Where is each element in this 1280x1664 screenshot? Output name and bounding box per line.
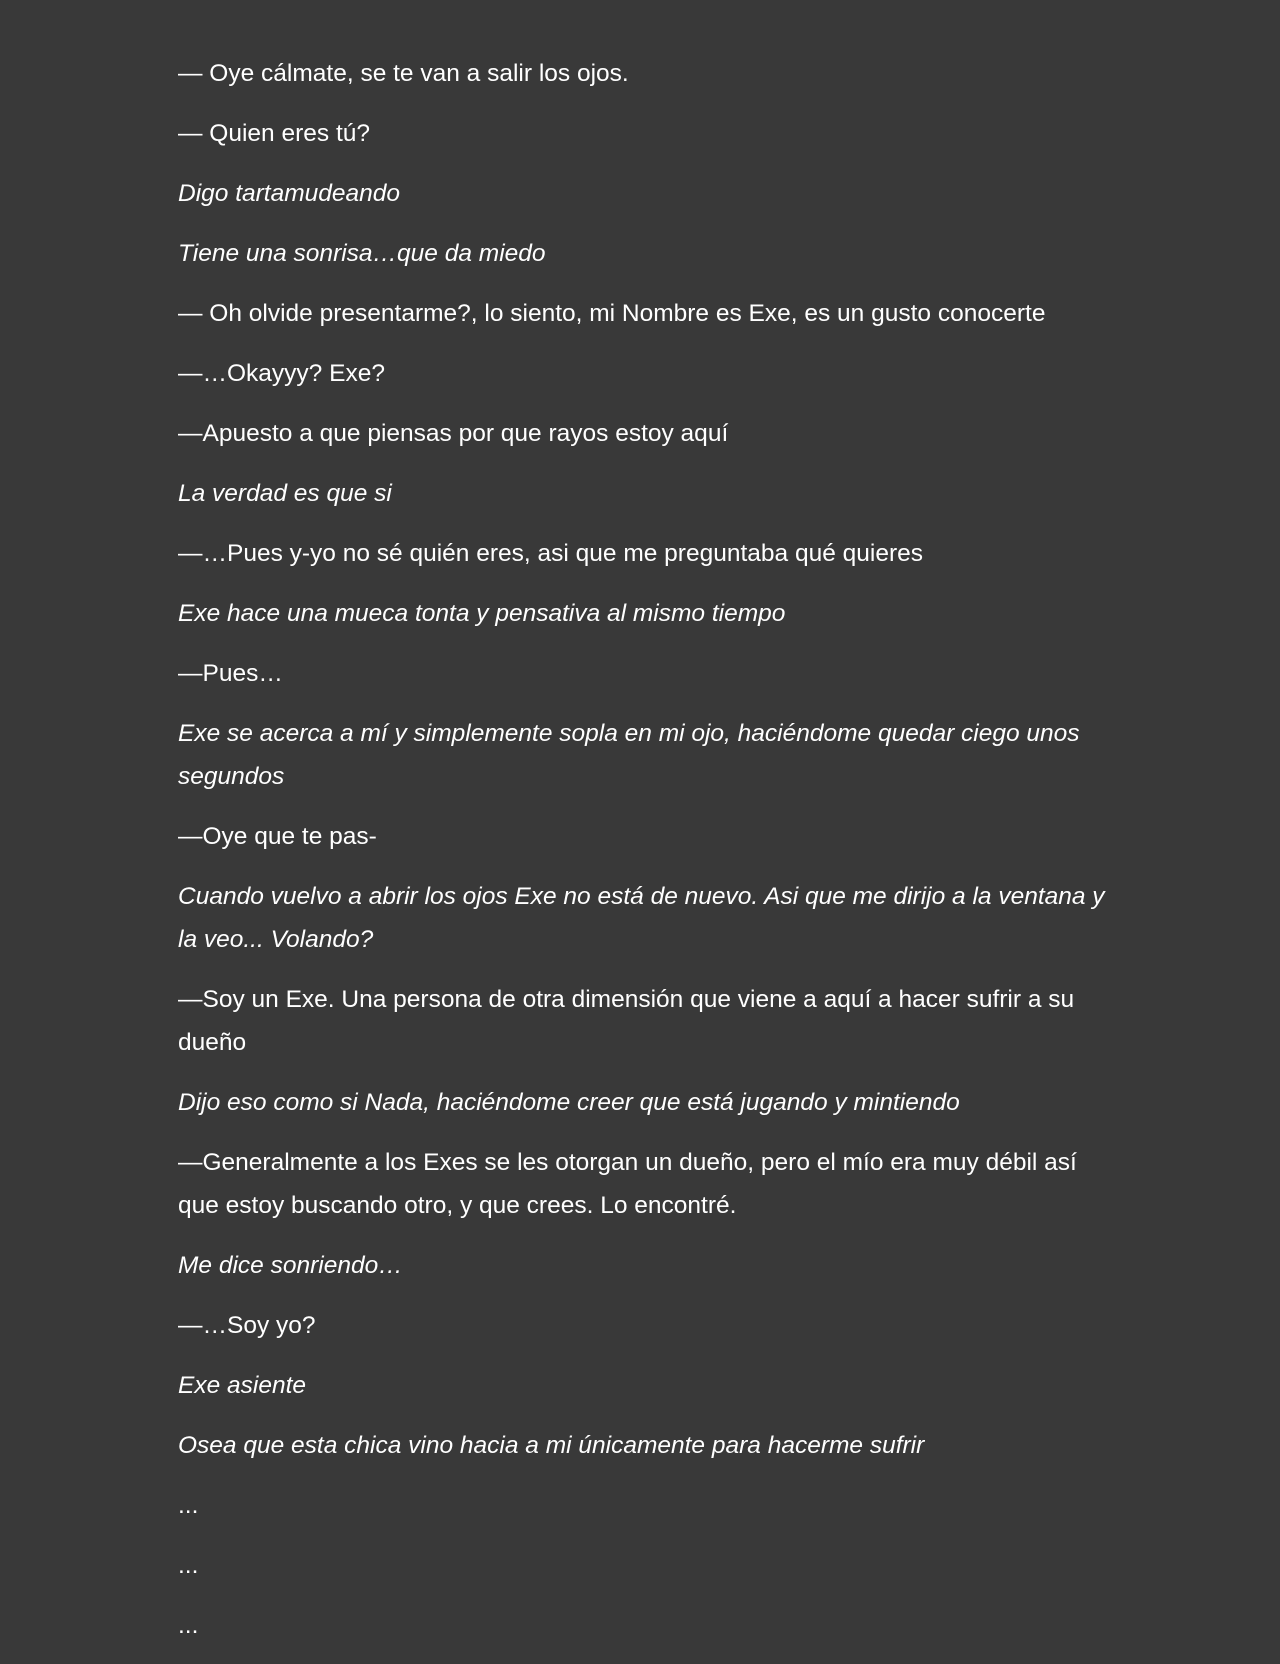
- narration-paragraph: Exe asiente: [178, 1372, 307, 1399]
- dialogue-paragraph: —Apuesto a que piensas por que rayos estoy aquí: [178, 420, 729, 447]
- dialogue-paragraph: —…Pues y-yo no sé quién eres, asi que me preguntaba qué quieres: [178, 540, 923, 567]
- dialogue-paragraph: —Generalmente a los Exes se les otorgan un dueño, pero el mío era muy débil así que estoy buscando otro, y que crees. Lo encontré.: [178, 1149, 1077, 1219]
- narration-paragraph: Dijo eso como si Nada, haciéndome creer que está jugando y mintiendo: [178, 1089, 960, 1116]
- dialogue-paragraph: ...: [178, 1552, 199, 1579]
- dialogue-paragraph: ...: [178, 1612, 199, 1639]
- narration-paragraph: Me dice sonriendo…: [178, 1252, 403, 1279]
- dialogue-paragraph: —…Okayyy? Exe?: [178, 360, 385, 387]
- dialogue-paragraph: —Oye que te pas-: [178, 823, 377, 850]
- narration-paragraph: Tiene una sonrisa…que da miedo: [178, 240, 546, 267]
- dialogue-paragraph: — Quien eres tú?: [178, 120, 371, 147]
- dialogue-paragraph: —Soy un Exe. Una persona de otra dimensión que viene a aquí a hacer sufrir a su dueño: [178, 986, 1075, 1056]
- narration-paragraph: Digo tartamudeando: [178, 180, 401, 207]
- dialogue-paragraph: — Oye cálmate, se te van a salir los ojos.: [178, 60, 629, 87]
- narration-paragraph: Exe hace una mueca tonta y pensativa al mismo tiempo: [178, 600, 786, 627]
- narration-paragraph: Exe se acerca a mí y simplemente sopla en mi ojo, haciéndome quedar ciego unos segundos: [178, 720, 1080, 790]
- dialogue-paragraph: — Oh olvide presentarme?, lo siento, mi Nombre es Exe, es un gusto conocerte: [178, 300, 1046, 327]
- narration-paragraph: Osea que esta chica vino hacia a mi únicamente para hacerme sufrir: [178, 1432, 925, 1459]
- dialogue-paragraph: —Pues…: [178, 660, 283, 687]
- narration-paragraph: Cuando vuelvo a abrir los ojos Exe no está de nuevo. Asi que me dirijo a la ventana y la veo... Volando?: [178, 883, 1105, 953]
- dialogue-paragraph: ...: [178, 1492, 199, 1519]
- story-text: [178, 52, 1108, 1664]
- narration-paragraph: La verdad es que si: [178, 480, 392, 507]
- dialogue-paragraph: —…Soy yo?: [178, 1312, 316, 1339]
